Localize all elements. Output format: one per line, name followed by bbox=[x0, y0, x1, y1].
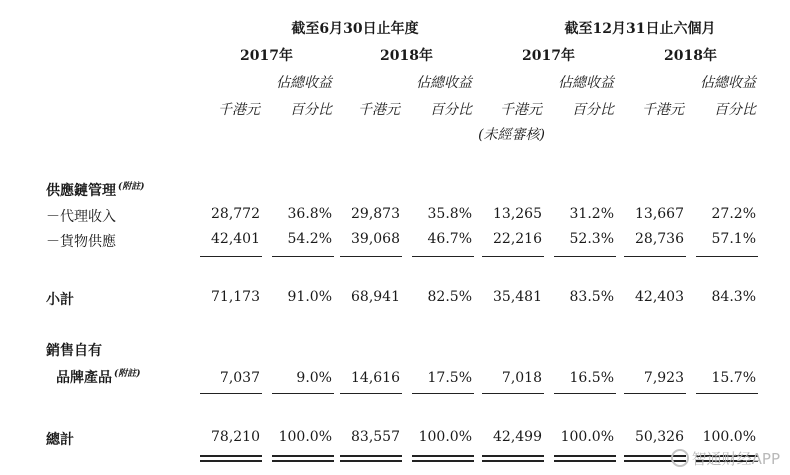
section-own-brand-line2 bbox=[56, 367, 141, 387]
cell-amount: 28,736 bbox=[635, 231, 684, 247]
cell-percent: 46.7% bbox=[427, 231, 472, 247]
cell-percent: 27.2% bbox=[711, 206, 756, 222]
section-supply-chain bbox=[46, 180, 145, 200]
cell-percent: 100.0% bbox=[560, 429, 614, 445]
pct-header-line2: 百分比 bbox=[290, 102, 332, 118]
amount-unit-header: 千港元 bbox=[642, 102, 684, 118]
subtotal-rule bbox=[624, 256, 686, 257]
cell-amount: 83,557 bbox=[351, 429, 400, 445]
cell-percent: 52.3% bbox=[569, 231, 614, 247]
total-double-rule bbox=[412, 455, 474, 457]
total-double-rule bbox=[200, 455, 262, 457]
cell-percent: 82.5% bbox=[427, 289, 472, 305]
watermark bbox=[671, 448, 780, 469]
pct-header-line1: 佔總收益 bbox=[700, 75, 756, 91]
period-header-june: 截至6月30日止年度 bbox=[291, 21, 419, 37]
cell-amount: 29,873 bbox=[351, 206, 400, 222]
cell-percent: 31.2% bbox=[569, 206, 614, 222]
period-header-december: 截至12月31日止六個月 bbox=[564, 21, 716, 37]
total-rule-top bbox=[340, 393, 402, 394]
footnote-marker: (附註) bbox=[114, 369, 141, 379]
row-label-subtotal: 小計 bbox=[46, 292, 74, 308]
cell-amount: 13,667 bbox=[635, 206, 684, 222]
cell-amount: 39,068 bbox=[351, 231, 400, 247]
year-2017-december: 2017年 bbox=[522, 48, 575, 64]
total-double-rule bbox=[340, 460, 402, 462]
total-rule-top bbox=[272, 393, 334, 394]
pct-header-line1: 佔總收益 bbox=[558, 75, 614, 91]
cell-amount: 28,772 bbox=[211, 206, 260, 222]
pct-header-line1: 佔總收益 bbox=[416, 75, 472, 91]
cell-amount: 22,216 bbox=[493, 231, 542, 247]
total-double-rule bbox=[200, 460, 262, 462]
pct-header-line2: 百分比 bbox=[430, 102, 472, 118]
year-2018-december: 2018年 bbox=[664, 48, 717, 64]
total-double-rule bbox=[340, 455, 402, 457]
own-brand-label: 品牌產品 bbox=[56, 370, 112, 386]
row-label-goods: －貨物供應 bbox=[46, 234, 116, 250]
pct-header-line2: 百分比 bbox=[714, 102, 756, 118]
year-2018-june: 2018年 bbox=[380, 48, 433, 64]
total-rule-top bbox=[554, 393, 616, 394]
total-double-rule bbox=[412, 460, 474, 462]
cell-percent: 100.0% bbox=[702, 429, 756, 445]
cell-percent: 100.0% bbox=[418, 429, 472, 445]
total-rule-top bbox=[624, 393, 686, 394]
cell-percent: 16.5% bbox=[569, 370, 614, 386]
subtotal-rule bbox=[200, 256, 262, 257]
subtotal-rule bbox=[696, 256, 758, 257]
cell-amount: 14,616 bbox=[351, 370, 400, 386]
section-supply-chain-label: 供應鏈管理 bbox=[46, 183, 116, 199]
row-label-agency: －代理收入 bbox=[46, 209, 116, 225]
amount-unit-header: 千港元 bbox=[218, 102, 260, 118]
cell-amount: 71,173 bbox=[211, 289, 260, 305]
subtotal-rule bbox=[340, 256, 402, 257]
cell-percent: 100.0% bbox=[278, 429, 332, 445]
amount-unit-header: 千港元 bbox=[500, 102, 542, 118]
unaudited-note: (未經審核) bbox=[478, 127, 545, 143]
footnote-marker: (附註) bbox=[118, 182, 145, 192]
total-double-rule bbox=[554, 460, 616, 462]
cell-amount: 7,037 bbox=[219, 370, 260, 386]
total-rule-top bbox=[482, 393, 544, 394]
total-double-rule bbox=[482, 460, 544, 462]
amount-unit-header: 千港元 bbox=[358, 102, 400, 118]
cell-percent: 17.5% bbox=[427, 370, 472, 386]
total-rule-top bbox=[200, 393, 262, 394]
pct-header-line2: 百分比 bbox=[572, 102, 614, 118]
cell-amount: 42,403 bbox=[635, 289, 684, 305]
cell-percent: 84.3% bbox=[711, 289, 756, 305]
cell-amount: 7,018 bbox=[501, 370, 542, 386]
pct-header-line1: 佔總收益 bbox=[276, 75, 332, 91]
subtotal-rule bbox=[272, 256, 334, 257]
watermark-text: 智通财经APP bbox=[691, 450, 780, 468]
total-double-rule bbox=[272, 460, 334, 462]
cell-amount: 35,481 bbox=[493, 289, 542, 305]
watermark-logo-icon bbox=[671, 449, 689, 467]
total-double-rule bbox=[272, 455, 334, 457]
subtotal-rule bbox=[554, 256, 616, 257]
cell-percent: 83.5% bbox=[569, 289, 614, 305]
row-label-total: 總計 bbox=[46, 432, 74, 448]
cell-percent: 15.7% bbox=[711, 370, 756, 386]
cell-percent: 35.8% bbox=[427, 206, 472, 222]
subtotal-rule bbox=[412, 256, 474, 257]
total-rule-top bbox=[696, 393, 758, 394]
cell-amount: 7,923 bbox=[643, 370, 684, 386]
cell-amount: 50,326 bbox=[635, 429, 684, 445]
cell-percent: 36.8% bbox=[287, 206, 332, 222]
cell-amount: 78,210 bbox=[211, 429, 260, 445]
cell-amount: 68,941 bbox=[351, 289, 400, 305]
total-double-rule bbox=[482, 455, 544, 457]
section-own-brand: 銷售自有 bbox=[46, 343, 102, 359]
year-2017-june: 2017年 bbox=[240, 48, 293, 64]
total-rule-top bbox=[412, 393, 474, 394]
total-double-rule bbox=[554, 455, 616, 457]
cell-amount: 42,499 bbox=[493, 429, 542, 445]
cell-percent: 9.0% bbox=[296, 370, 332, 386]
cell-amount: 42,401 bbox=[211, 231, 260, 247]
cell-amount: 13,265 bbox=[493, 206, 542, 222]
subtotal-rule bbox=[482, 256, 544, 257]
cell-percent: 54.2% bbox=[287, 231, 332, 247]
cell-percent: 57.1% bbox=[711, 231, 756, 247]
cell-percent: 91.0% bbox=[287, 289, 332, 305]
